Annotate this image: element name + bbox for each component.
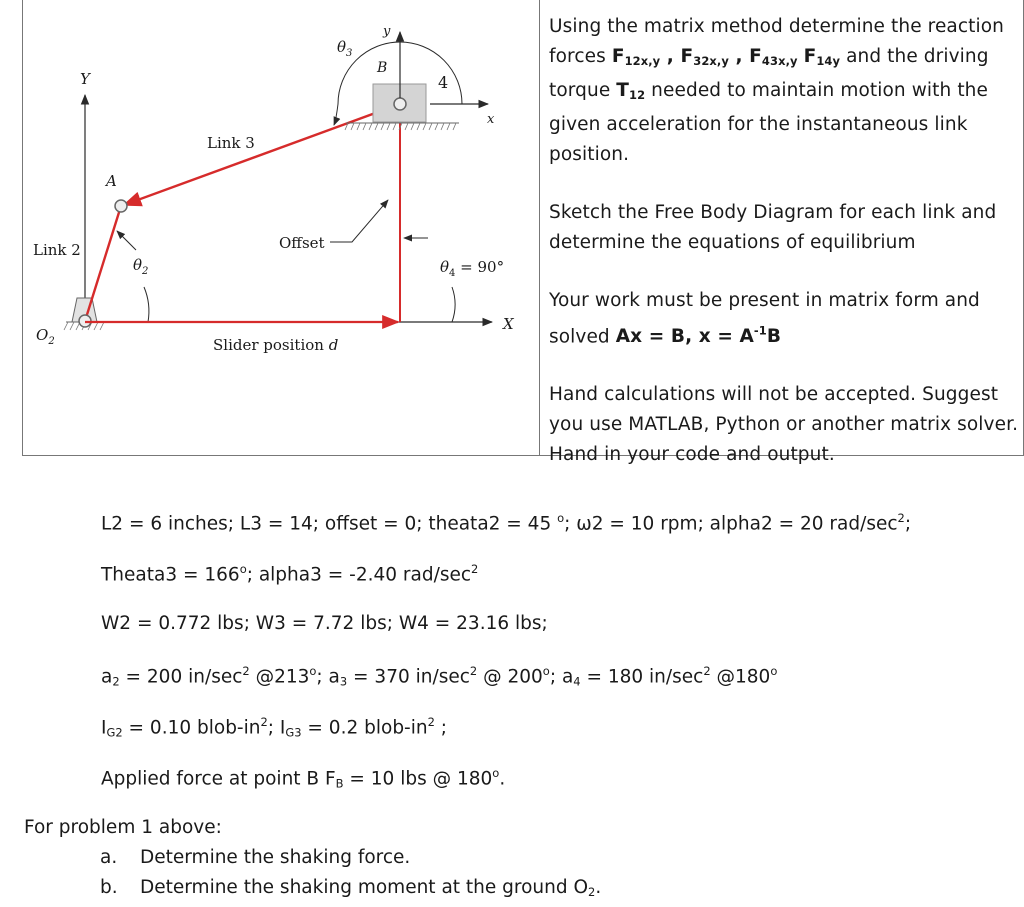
questions-intro: For problem 1 above:: [24, 817, 222, 838]
joint-b: [394, 98, 406, 110]
theta3-label: $\theta_3$: [337, 38, 353, 59]
theta4-arc: [452, 287, 455, 322]
x-axis-label: X: [503, 315, 514, 333]
theta2-arc: [144, 287, 149, 322]
question-b: b. Determine the shaking moment at the ground $O_2$.: [100, 877, 602, 899]
o2-label: $O_2$: [36, 326, 55, 347]
given-line-1: L2 = 6 inches; L3 = 14; offset = 0; theata2 = 45 $^o$; ω2 = 10 rpm; alpha2 = 20 rad/$\sec^2$;: [101, 511, 912, 535]
link-4-label: 4: [438, 73, 449, 92]
instruction-task: Using the matrix method determine the reaction forces $F_{12x,y}$ , $F_{32x,y}$ , $F_{43x,y}$ $F_{14y}$ and the driving torque $T_{12}$ needed to maintain motion with the given acceleration for the instantaneous link position.: [549, 16, 1004, 165]
given-line-4: $a_2 = 200$ $in/\sec^2$ @213$^o$; $a_3 = 370$ $in/\sec^2$ @ 200$^o$; $a_4 = 180$ $in/\sec^2$ @180$^o$: [101, 664, 778, 689]
theta2-label: $\theta_2$: [133, 256, 149, 277]
offset-leader: [330, 200, 388, 242]
given-line-6: Applied force at point B $F_B = 10$ lbs @ 180$^o$.: [101, 766, 506, 791]
theta2-pointer: [117, 231, 136, 250]
instruction-solver: Hand calculations will not be accepted. Suggest you use MATLAB, Python or another matrix solver. Hand in your code and output.: [549, 384, 1019, 466]
link-2-label: Link 2: [33, 241, 81, 259]
questions-list: [24, 843, 601, 907]
theta4-label: $\theta_4 = 90^\circ$: [440, 258, 505, 279]
questions-section: [24, 813, 601, 907]
local-y-label: y: [383, 24, 391, 39]
given-line-3: W2 = 0.772 lbs; W3 = 7.72 lbs; W4 = 23.16 lbs;: [101, 613, 548, 634]
link-3-label: Link 3: [207, 134, 255, 152]
slider-position-label: Slider position d: [213, 336, 339, 354]
instruction-matrix: Your work must be present in matrix form and solved Ax = B, $x = A^{-1}B$: [549, 289, 980, 348]
instructions-panel: [549, 12, 1019, 470]
given-line-5: $I_{G2} = 0.10$ blob-$in^2$; $I_{G3} = 0.2$ blob-$in^2$ ;: [101, 715, 448, 740]
point-b-label: B: [377, 60, 388, 76]
given-line-2: Theata3 = $166^o$; alpha3 = -2.40 rad/$\sec^2$: [101, 562, 479, 586]
point-a-label: A: [106, 172, 117, 190]
offset-label: Offset: [279, 234, 325, 252]
link-2: [85, 206, 121, 321]
frame-divider: [539, 0, 540, 456]
y-axis-label: Y: [80, 70, 90, 88]
slider-crank-diagram: [23, 0, 538, 455]
link-3: [124, 104, 400, 205]
question-a: a. Determine the shaking force.: [100, 847, 411, 868]
instruction-fbd: Sketch the Free Body Diagram for each link and determine the equations of equilibrium: [549, 201, 997, 253]
joint-a: [115, 200, 127, 212]
local-x-label: x: [487, 112, 495, 127]
